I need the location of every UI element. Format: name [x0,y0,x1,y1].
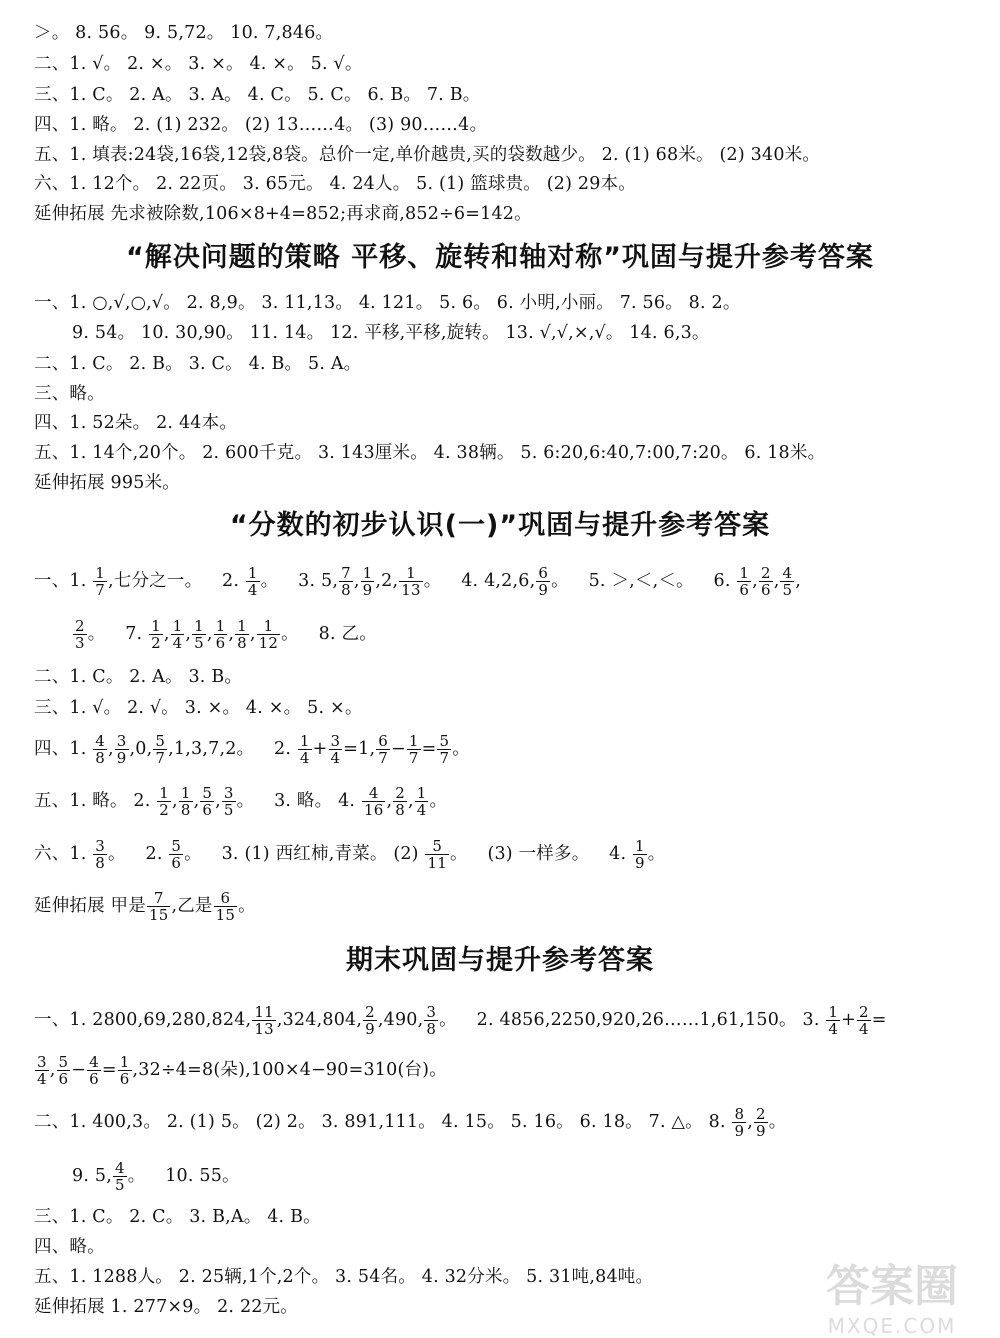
numerator: 1 [399,565,423,582]
q-label: 6. [713,571,731,591]
denominator: 4 [299,749,310,767]
watermark-url: MXQE.COM [827,1314,957,1338]
numerator: 8 [734,1105,745,1123]
numerator: 2 [365,1003,375,1021]
denominator: 2 [151,634,161,652]
fraction [200,785,214,818]
numerator: 2 [75,617,85,635]
fraction [339,565,353,598]
fraction [93,565,107,598]
operator: + [841,1010,856,1030]
numerator: 1 [237,617,247,635]
numerator: 4 [95,732,106,750]
operator: = [421,739,437,759]
denominator: 7 [378,749,388,767]
answer-text: 8. 乙。 [318,624,377,644]
denominator: 15 [148,906,169,924]
answer-line: 五、1. 14个,20个。 2. 600千克。 3. 143厘米。 4. 38辆。 5. 6:20,6:40,7:00,7:20。 6. 18米。 [34,443,826,463]
answer-line: $\frac{2}{3}$ 。 7. $\frac{1}{2}$ , $\frac{1}{4}$ , $\frac{1}{5}$ , $\frac{1}{6}$ , $\frac{1}{8}$ , $\frac{1}{12}$ 。 8. 乙。 [75,617,377,652]
denominator: 9 [365,1020,375,1038]
fraction [361,565,375,598]
fraction [425,838,449,871]
answer-line: 四、1. 略。 2. (1) 232。 (2) 13……4。 (3) 90……4。 [34,115,488,135]
denominator: 6 [202,801,213,819]
answer-line: 四、1. 52朵。 2. 44本。 [34,413,238,433]
operator: = [101,1060,117,1080]
fraction [362,785,386,818]
denominator: 11 [427,854,447,872]
denominator: 6 [760,581,771,599]
denominator: 7 [95,581,106,599]
answer-line: 三、1. C。 2. A。 3. A。 4. C。 5. C。 6. B。 7. B。 [34,85,481,105]
answer-text: , [49,1060,56,1080]
site-watermark [792,1250,992,1338]
q-label: 4. 4,2,6, [461,571,536,591]
answer-line: 一、1. $\frac{1}{7}$ ,七分之一。 2. $\frac{1}{4}$ 。 3. 5, $\frac{7}{8}$ , $\frac{1}{9}$ ,2, $\frac{1}{13}$ 。 4. 4,2,6, $\frac{6}{9}$ 。 5. ＞,＜,＜。 6. $\frac{1}{6}$ , $\frac{2}{6}$ , $\frac{4}{5}$ , [34,564,801,599]
numerator: 7 [147,890,171,907]
denominator: 9 [538,581,549,599]
denominator: 4 [37,1070,47,1088]
denominator: 5 [114,1176,125,1194]
numerator: 1 [247,564,258,582]
denominator: 8 [237,634,247,652]
denominator: 8 [341,581,351,599]
fraction [87,1054,101,1087]
answer-line: 三、1. √。 2. √。 3. ×。 4. ×。 5. ×。 [34,698,363,718]
numerator: 5 [58,1053,69,1071]
answer-text: =1, [343,739,376,759]
denominator: 5 [194,634,204,652]
q-label: 六、1. [34,844,87,864]
answer-line: 二、1. √。 2. ×。 3. ×。 4. ×。 5. √。 [34,54,363,74]
q-label: 四、1. [34,739,87,759]
denominator: 13 [401,581,421,599]
fraction [157,785,171,818]
answer-line: 六、1. 12个。 2. 22页。 3. 65元。 4. 24人。 5. (1) 篮球贵。 (2) 29本。 [34,174,636,194]
denominator: 6 [215,634,226,652]
numerator: 1 [299,732,310,750]
fraction [857,1004,871,1037]
answer-line: 五、1. 填表:24袋,16袋,12袋,8袋。总价一定,单价越贵,买的袋数越少。 2. (1) 68米。 (2) 340米。 [34,145,821,165]
numerator: 3 [95,837,106,855]
fraction [393,785,407,818]
numerator: 6 [378,732,388,750]
numerator: 3 [330,732,341,750]
fraction [246,565,260,598]
numerator: 7 [341,564,351,582]
answer-line: 三、略。 [34,384,105,404]
numerator: 1 [635,837,645,855]
operator: − [71,1060,87,1080]
denominator: 7 [408,749,419,767]
fraction [214,618,228,651]
denominator: 8 [180,801,191,819]
numerator: 3 [223,784,234,802]
answer-line: 五、1. 1288人。 2. 25辆,1个,2个。 3. 54名。 4. 32分米。 5. 31吨,84吨。 [34,1267,654,1287]
numerator: 4 [114,1159,125,1177]
numerator: 1 [416,784,427,802]
answer-line: 六、1. $\frac{3}{8}$ 。 2. $\frac{5}{6}$ 。 3. (1) 西红柿,青菜。 (2) $\frac{5}{11}$ 。 (3) 一样多。 4. $\frac{1}{9}$ 。 [34,837,666,872]
answer-line: 延伸拓展 995米。 [34,473,180,493]
denominator: 5 [782,581,793,599]
q-label: 一、1. [34,571,87,591]
denominator: 12 [258,634,279,652]
fraction [399,565,423,598]
denominator: 13 [254,1020,274,1038]
fraction [329,733,343,766]
denominator: 4 [247,581,258,599]
answer-text: ,乙是 [171,896,213,916]
numerator: 5 [439,732,450,750]
numerator: 5 [425,838,449,855]
denominator: 15 [215,906,236,924]
numerator: 2 [756,1105,766,1123]
fraction [424,1004,438,1037]
answer-line: 延伸拓展 1. 277×9。 2. 22元。 [34,1297,299,1317]
numerator: 5 [202,784,213,802]
numerator: 1 [828,1003,839,1021]
numerator: 1 [408,732,419,750]
answer-line: 二、1. 400,3。 2. (1) 5。 (2) 2。 3. 891,111。 4. 15。 5. 16。 6. 18。 7. △。 8. $\frac{8}{9}$ , $\frac{2}{9}$ 。 [34,1105,787,1140]
denominator: 4 [828,1020,839,1038]
numerator: 2 [760,564,771,582]
q-label: 2. [145,844,163,864]
numerator: 1 [159,784,170,802]
numerator: 2 [859,1003,869,1021]
q-label: 3. (1) 西红柿,青菜。 (2) [221,844,419,864]
fraction [153,733,167,766]
numerator: 1 [257,618,281,635]
fraction [376,733,390,766]
numerator: 6 [214,890,238,907]
fraction [113,1160,127,1193]
numerator: 6 [538,564,549,582]
denominator: 7 [439,749,450,767]
fraction [93,838,107,871]
denominator: 6 [119,1070,130,1088]
denominator: 8 [395,801,405,819]
fraction [93,733,107,766]
denominator: 8 [426,1020,437,1038]
fraction [147,890,171,923]
denominator: 4 [330,749,341,767]
fraction [149,618,163,651]
q-label: 3. 略。 4. [274,791,356,811]
fraction [754,1106,768,1139]
denominator: 5 [223,801,234,819]
denominator: 6 [739,581,750,599]
denominator: 7 [155,749,166,767]
numerator: 1 [151,617,161,635]
answer-text: 二、1. 400,3。 2. (1) 5。 (2) 2。 3. 891,111。 4. 15。 5. 16。 6. 18。 7. △。 8. [34,1112,726,1132]
section-title: “分数的初步认识(一)”巩固与提升参考答案 [229,510,771,541]
answer-line: 五、1. 略。 2. $\frac{1}{2}$ , $\frac{1}{8}$ , $\frac{5}{6}$ , $\frac{3}{5}$ 。 3. 略。 4. $\frac{4}{16}$ , $\frac{2}{8}$ , $\frac{1}{4}$ 。 [34,784,448,819]
fraction [235,618,249,651]
q-label: 3. 5, [298,571,339,591]
numerator: 3 [116,732,127,750]
answer-line: 二、1. C。 2. B。 3. C。 4. B。 5. A。 [34,354,362,374]
answer-text: 2. 4856,2250,920,26……1,61,150。 3. [476,1010,820,1030]
operator: + [312,739,328,759]
fraction [437,733,451,766]
answer-line: 延伸拓展 先求被除数,106×8+4=852;再求商,852÷6=142。 [34,204,532,224]
denominator: 8 [95,749,106,767]
fraction [118,1054,132,1087]
answer-line: 四、1. $\frac{4}{8}$ , $\frac{3}{9}$ ,0, $\frac{5}{7}$ ,1,3,7,2。 2. $\frac{1}{4}$ + $\frac{3}{4}$ =1, $\frac{6}{7}$ − $\frac{1}{7}$ = $\frac{5}{7}$ 。 [34,732,470,767]
numerator: 1 [215,617,226,635]
fraction [780,565,794,598]
answer-line: 四、略。 [34,1237,105,1257]
numerator: 3 [426,1003,437,1021]
answer-line [34,1050,986,1090]
denominator: 3 [75,634,85,652]
answer-text: 5. ＞,＜,＜。 [588,571,694,591]
denominator: 16 [363,801,384,819]
extension-label: 延伸拓展 甲是 [34,896,146,916]
answer-text: ,2, [375,571,399,591]
fraction [57,1054,71,1087]
denominator: 4 [416,801,427,819]
answer-text: ,324,804, [276,1010,363,1030]
fraction [407,733,421,766]
numerator: 1 [180,784,191,802]
answer-line: 二、1. C。 2. A。 3. B。 [34,667,243,687]
fraction [298,733,312,766]
numerator: 5 [155,732,166,750]
answer-text: (3) 一样多。 [487,844,590,864]
numerator: 4 [782,564,793,582]
answer-text: ,490, [377,1010,424,1030]
fraction [252,1004,276,1037]
numerator: 5 [171,837,182,855]
fraction [732,1106,746,1139]
fraction [536,565,550,598]
fraction [171,618,185,651]
answer-text: ,32÷4=8(朵),100×4−90=310(台)。 [132,1060,447,1080]
denominator: 9 [756,1122,766,1140]
operator: − [390,739,406,759]
fraction [35,1054,49,1087]
answer-text: ,七分之一。 [108,571,203,591]
denominator: 9 [362,581,373,599]
answer-line: 一、1. 2800,69,280,824, $\frac{11}{13}$ ,324,804, $\frac{2}{9}$ ,490, $\frac{3}{8}$ 。 2. 4856,2250,920,26……1,61,150。 3. $\frac{1}{4}$ + $\frac{2}{4}$ = [34,1003,887,1038]
answer-text: ,0, [129,739,153,759]
fraction [179,785,193,818]
fraction [214,890,238,923]
fraction [257,618,281,651]
answer-line: ＞。 8. 56。 9. 5,72。 10. 7,846。 [34,23,334,43]
answer-text: 10. 55。 [165,1166,240,1186]
denominator: 8 [95,854,106,872]
fraction [737,565,751,598]
answer-line: 9. 54。 10. 30,90。 11. 14。 12. 平移,平移,旋转。 13. √,√,×,√。 14. 6,3。 [72,323,710,343]
fraction [826,1004,840,1037]
answer-line: 延伸拓展 甲是 $\frac{7}{15}$ ,乙是 $\frac{6}{15}$ 。 [34,889,256,924]
numerator: 1 [172,617,183,635]
section-title: “解决问题的策略 平移、旋转和轴对称”巩固与提升参考答案 [126,242,874,273]
denominator: 4 [859,1020,869,1038]
fraction [633,838,647,871]
denominator: 6 [58,1070,69,1088]
q-label: 9. 5, [72,1166,112,1186]
numerator: 1 [119,1053,130,1071]
numerator: 1 [362,564,373,582]
fraction [363,1004,377,1037]
fraction [222,785,236,818]
numerator: 11 [254,1003,274,1021]
operator: = [871,1010,887,1030]
fraction [169,838,183,871]
answer-line: 一、1. ○,√,○,√。 2. 8,9。 3. 11,13。 4. 121。 5. 6。 6. 小明,小丽。 7. 56。 8. 2。 [34,293,741,313]
denominator: 9 [734,1122,745,1140]
fraction [192,618,206,651]
fraction [73,618,87,651]
numerator: 2 [395,784,405,802]
watermark-logo-text: 答案圈 [826,1261,958,1312]
denominator: 6 [171,854,182,872]
fraction [759,565,773,598]
numerator: 4 [89,1053,99,1071]
numerator: 1 [194,617,204,635]
numerator: 1 [95,564,106,582]
fraction [415,785,429,818]
answer-text: ,1,3,7,2。 [168,739,255,759]
denominator: 9 [635,854,645,872]
q-label: 2. [222,571,240,591]
q-label: 一、1. 2800,69,280,824, [34,1010,252,1030]
numerator: 3 [37,1053,47,1071]
denominator: 4 [172,634,183,652]
numerator: 4 [362,785,386,802]
q-label: 2. [274,739,292,759]
q-label: 4. [609,844,627,864]
answer-line: 三、1. C。 2. C。 3. B,A。 4. B。 [34,1207,321,1227]
q-label: 7. [125,624,143,644]
section-title: 期末巩固与提升参考答案 [346,945,654,976]
denominator: 9 [116,749,127,767]
denominator: 2 [159,801,170,819]
numerator: 1 [739,564,750,582]
denominator: 6 [89,1070,99,1088]
answer-line: 9. 5, $\frac{4}{5}$ 。 10. 55。 [72,1159,240,1194]
q-label: 五、1. 略。 2. [34,791,151,811]
fraction [115,733,129,766]
